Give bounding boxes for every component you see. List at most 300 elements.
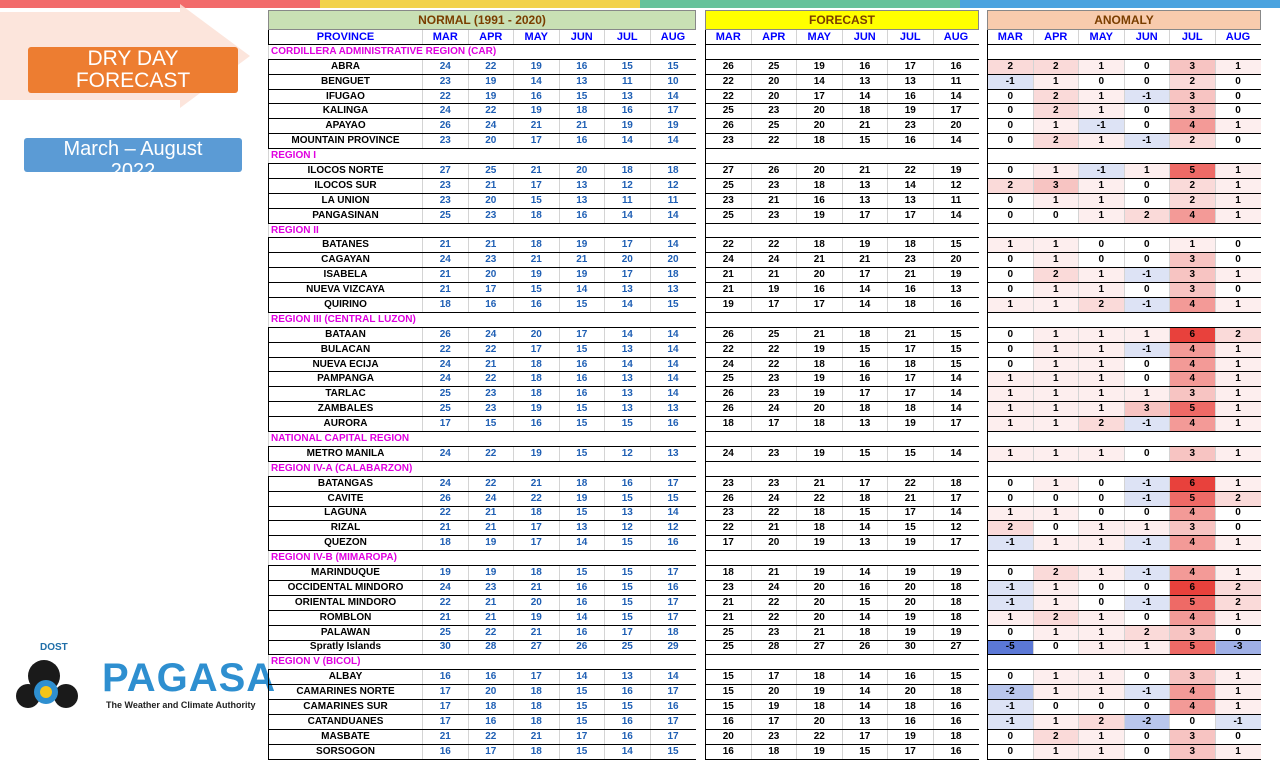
normal-value: 21 — [468, 595, 514, 610]
logo-tagline: The Weather and Climate Authority — [106, 700, 256, 710]
forecast-value: 22 — [751, 595, 797, 610]
anomaly-value: -1 — [1124, 89, 1170, 104]
province-row — [269, 506, 1261, 521]
forecast-value: 14 — [842, 670, 888, 685]
province-row — [269, 417, 1261, 432]
region-header-row — [269, 461, 1261, 476]
forecast-value: 20 — [797, 164, 843, 179]
normal-value: 21 — [468, 178, 514, 193]
forecast-value: 19 — [706, 298, 752, 313]
column-gap — [979, 744, 988, 759]
anomaly-value: 5 — [1170, 164, 1216, 179]
anomaly-value: 1 — [1215, 372, 1261, 387]
anomaly-value: 1 — [1215, 402, 1261, 417]
column-gap — [696, 506, 706, 521]
forecast-value: 16 — [888, 89, 934, 104]
forecast-value: 16 — [888, 134, 934, 149]
anomaly-value: 3 — [1170, 104, 1216, 119]
forecast-value: 19 — [842, 238, 888, 253]
anomaly-value: 1 — [1215, 178, 1261, 193]
region-name: NATIONAL CAPITAL REGION — [269, 432, 696, 447]
normal-value: 16 — [559, 580, 605, 595]
forecast-month-header: JUL — [888, 30, 934, 45]
forecast-value: 15 — [933, 670, 979, 685]
province-row — [269, 729, 1261, 744]
column-gap — [696, 178, 706, 193]
normal-value: 26 — [423, 491, 469, 506]
region-name: REGION II — [269, 223, 696, 238]
column-gap — [696, 164, 706, 179]
anomaly-value: 1 — [1033, 714, 1079, 729]
forecast-value: 16 — [888, 670, 934, 685]
normal-value: 19 — [514, 610, 560, 625]
forecast-value: 18 — [842, 327, 888, 342]
normal-value: 23 — [423, 74, 469, 89]
province-name: OCCIDENTAL MINDORO — [269, 580, 423, 595]
column-gap — [696, 298, 706, 313]
forecast-value: 23 — [751, 446, 797, 461]
normal-value: 18 — [423, 298, 469, 313]
anomaly-value: 1 — [1033, 357, 1079, 372]
forecast-value: 13 — [842, 536, 888, 551]
normal-value: 15 — [605, 610, 651, 625]
anomaly-value: 1 — [988, 387, 1034, 402]
province-row — [269, 476, 1261, 491]
anomaly-value: 1 — [988, 372, 1034, 387]
column-gap — [979, 566, 988, 581]
anomaly-value: 1 — [1079, 268, 1125, 283]
forecast-value: 18 — [797, 670, 843, 685]
forecast-value: 17 — [888, 506, 934, 521]
normal-value: 11 — [650, 193, 696, 208]
province-name: ILOCOS SUR — [269, 178, 423, 193]
forecast-value: 25 — [751, 327, 797, 342]
column-gap — [696, 491, 706, 506]
forecast-value: 19 — [888, 610, 934, 625]
forecast-value: 23 — [751, 729, 797, 744]
anomaly-value: 1 — [1215, 357, 1261, 372]
forecast-value: 24 — [751, 253, 797, 268]
region-header-row — [269, 551, 1261, 566]
forecast-value: 27 — [797, 640, 843, 655]
anomaly-month-header: MAY — [1079, 30, 1125, 45]
anomaly-value: 0 — [988, 164, 1034, 179]
province-row — [269, 178, 1261, 193]
normal-value: 13 — [650, 283, 696, 298]
anomaly-value: 0 — [1033, 640, 1079, 655]
normal-value: 14 — [650, 387, 696, 402]
forecast-value: 14 — [842, 283, 888, 298]
anomaly-value: 0 — [1215, 521, 1261, 536]
province-name: LAGUNA — [269, 506, 423, 521]
normal-value: 22 — [423, 89, 469, 104]
forecast-value: 26 — [706, 491, 752, 506]
anomaly-value: 3 — [1124, 402, 1170, 417]
anomaly-value: 3 — [1170, 744, 1216, 759]
forecast-value: 19 — [797, 342, 843, 357]
anomaly-value: 0 — [988, 625, 1034, 640]
province-name: AURORA — [269, 417, 423, 432]
forecast-value: 23 — [706, 580, 752, 595]
column-gap — [979, 387, 988, 402]
anomaly-value: 0 — [1215, 506, 1261, 521]
forecast-value: 17 — [888, 387, 934, 402]
province-name: ZAMBALES — [269, 402, 423, 417]
normal-value: 22 — [468, 104, 514, 119]
normal-value: 15 — [650, 298, 696, 313]
column-gap — [979, 655, 988, 670]
province-row — [269, 357, 1261, 372]
region-row-fill — [706, 312, 979, 327]
forecast-value: 26 — [706, 59, 752, 74]
column-gap — [979, 134, 988, 149]
normal-value: 16 — [559, 387, 605, 402]
anomaly-value: 0 — [1079, 506, 1125, 521]
anomaly-value: 0 — [1124, 610, 1170, 625]
column-gap — [979, 446, 988, 461]
normal-value: 18 — [514, 566, 560, 581]
anomaly-value: 0 — [1124, 729, 1170, 744]
normal-value: 14 — [514, 74, 560, 89]
normal-value: 14 — [605, 327, 651, 342]
anomaly-value: 0 — [988, 134, 1034, 149]
anomaly-value: 0 — [988, 208, 1034, 223]
forecast-value: 19 — [797, 59, 843, 74]
forecast-value: 17 — [842, 476, 888, 491]
forecast-value: 17 — [842, 208, 888, 223]
forecast-value: 19 — [933, 164, 979, 179]
anomaly-value: 1 — [1079, 640, 1125, 655]
forecast-value: 18 — [933, 610, 979, 625]
anomaly-value: -1 — [988, 74, 1034, 89]
normal-value: 15 — [605, 566, 651, 581]
anomaly-value: 1 — [1079, 327, 1125, 342]
normal-month-header: MAY — [514, 30, 560, 45]
normal-value: 17 — [423, 685, 469, 700]
forecast-value: 18 — [933, 476, 979, 491]
anomaly-value: 0 — [1215, 729, 1261, 744]
forecast-value: 25 — [706, 208, 752, 223]
anomaly-value: 0 — [1215, 104, 1261, 119]
normal-value: 17 — [423, 417, 469, 432]
anomaly-value: 1 — [988, 417, 1034, 432]
region-name: REGION IV-A (CALABARZON) — [269, 461, 696, 476]
logo-org: DOST — [40, 642, 68, 653]
province-row — [269, 402, 1261, 417]
province-row — [269, 164, 1261, 179]
normal-value: 18 — [468, 700, 514, 715]
forecast-value: 25 — [706, 104, 752, 119]
normal-value: 17 — [650, 104, 696, 119]
province-name: RIZAL — [269, 521, 423, 536]
anomaly-value: 1 — [1079, 104, 1125, 119]
forecast-value: 13 — [842, 417, 888, 432]
anomaly-value: 1 — [1215, 342, 1261, 357]
forecast-value: 17 — [842, 729, 888, 744]
province-name: CAMARINES NORTE — [269, 685, 423, 700]
anomaly-value: 0 — [1170, 714, 1216, 729]
normal-value: 14 — [650, 342, 696, 357]
forecast-value: 15 — [842, 446, 888, 461]
forecast-value: 14 — [842, 566, 888, 581]
normal-value: 23 — [423, 134, 469, 149]
anomaly-value: 1 — [1124, 521, 1170, 536]
column-gap — [696, 89, 706, 104]
province-row — [269, 372, 1261, 387]
forecast-value: 22 — [888, 476, 934, 491]
normal-value: 14 — [650, 208, 696, 223]
province-row — [269, 700, 1261, 715]
title-box: DRY DAY FORECAST — [28, 47, 238, 93]
column-gap — [979, 104, 988, 119]
forecast-value: 16 — [706, 714, 752, 729]
province-name: ORIENTAL MINDORO — [269, 595, 423, 610]
forecast-value: 21 — [751, 521, 797, 536]
normal-value: 15 — [559, 402, 605, 417]
normal-month-header: JUL — [605, 30, 651, 45]
anomaly-value: 0 — [988, 729, 1034, 744]
anomaly-value: 0 — [1033, 521, 1079, 536]
normal-value: 15 — [605, 536, 651, 551]
normal-value: 19 — [514, 446, 560, 461]
anomaly-value: 0 — [1079, 253, 1125, 268]
anomaly-value: 4 — [1170, 536, 1216, 551]
forecast-value: 22 — [706, 342, 752, 357]
normal-value: 23 — [468, 402, 514, 417]
forecast-value: 14 — [842, 610, 888, 625]
anomaly-value: 4 — [1170, 566, 1216, 581]
normal-value: 17 — [605, 625, 651, 640]
anomaly-value: -1 — [988, 536, 1034, 551]
anomaly-value: 2 — [1215, 580, 1261, 595]
normal-value: 22 — [468, 372, 514, 387]
column-gap — [696, 327, 706, 342]
province-name: APAYAO — [269, 119, 423, 134]
column-gap — [696, 59, 706, 74]
anomaly-value: 4 — [1170, 342, 1216, 357]
normal-value: 17 — [650, 610, 696, 625]
normal-value: 13 — [605, 372, 651, 387]
anomaly-value: 0 — [988, 566, 1034, 581]
anomaly-value: 5 — [1170, 640, 1216, 655]
normal-value: 21 — [423, 283, 469, 298]
forecast-value: 18 — [933, 685, 979, 700]
anomaly-value: 0 — [1079, 491, 1125, 506]
anomaly-value: 3 — [1033, 178, 1079, 193]
normal-value: 19 — [468, 89, 514, 104]
province-row — [269, 610, 1261, 625]
normal-value: 17 — [605, 268, 651, 283]
anomaly-value: 4 — [1170, 372, 1216, 387]
forecast-value: 20 — [706, 729, 752, 744]
normal-value: 19 — [423, 566, 469, 581]
province-row — [269, 536, 1261, 551]
province-row — [269, 566, 1261, 581]
normal-value: 13 — [605, 670, 651, 685]
region-name: REGION V (BICOL) — [269, 655, 696, 670]
anomaly-value: -5 — [988, 640, 1034, 655]
anomaly-value: 1 — [1079, 372, 1125, 387]
forecast-value: 15 — [933, 357, 979, 372]
forecast-value: 18 — [888, 238, 934, 253]
forecast-value: 20 — [933, 119, 979, 134]
province-name: MOUNTAIN PROVINCE — [269, 134, 423, 149]
anomaly-value: 0 — [1124, 178, 1170, 193]
forecast-value: 22 — [751, 238, 797, 253]
province-header: PROVINCE — [269, 30, 423, 45]
normal-value: 16 — [559, 625, 605, 640]
forecast-value: 21 — [797, 327, 843, 342]
forecast-value: 19 — [797, 685, 843, 700]
normal-value: 15 — [559, 700, 605, 715]
column-gap — [696, 238, 706, 253]
normal-value: 23 — [468, 253, 514, 268]
province-name: PALAWAN — [269, 625, 423, 640]
forecast-value: 24 — [706, 253, 752, 268]
forecast-value: 18 — [888, 357, 934, 372]
anomaly-value: 1 — [1033, 625, 1079, 640]
forecast-value: 16 — [933, 298, 979, 313]
forecast-value: 23 — [888, 253, 934, 268]
column-gap — [696, 714, 706, 729]
normal-value: 24 — [423, 446, 469, 461]
normal-value: 29 — [650, 640, 696, 655]
forecast-value: 26 — [706, 402, 752, 417]
normal-value: 22 — [468, 729, 514, 744]
province-name: SORSOGON — [269, 744, 423, 759]
province-row — [269, 670, 1261, 685]
normal-value: 15 — [605, 417, 651, 432]
forecast-value: 20 — [797, 119, 843, 134]
anomaly-value: 2 — [1079, 417, 1125, 432]
column-gap — [696, 30, 706, 45]
forecast-value: 13 — [842, 714, 888, 729]
anomaly-value: 2 — [1079, 298, 1125, 313]
forecast-value: 19 — [797, 536, 843, 551]
anomaly-value: 0 — [1124, 446, 1170, 461]
dry-day-table — [268, 10, 1261, 760]
normal-value: 12 — [650, 521, 696, 536]
forecast-value: 22 — [751, 357, 797, 372]
normal-value: 16 — [468, 298, 514, 313]
normal-value: 14 — [559, 536, 605, 551]
column-gap — [979, 685, 988, 700]
region-row-fill — [706, 551, 979, 566]
forecast-value: 11 — [933, 74, 979, 89]
normal-value: 16 — [650, 536, 696, 551]
forecast-value: 18 — [797, 238, 843, 253]
normal-value: 17 — [650, 714, 696, 729]
anomaly-value: 0 — [1215, 253, 1261, 268]
normal-value: 12 — [650, 178, 696, 193]
forecast-value: 18 — [797, 506, 843, 521]
column-gap — [696, 104, 706, 119]
region-name: REGION IV-B (MIMAROPA) — [269, 551, 696, 566]
anomaly-value: 0 — [1124, 74, 1170, 89]
province-row — [269, 238, 1261, 253]
region-row-fill — [706, 223, 979, 238]
anomaly-value: 3 — [1170, 59, 1216, 74]
anomaly-value: 2 — [1170, 74, 1216, 89]
normal-value: 20 — [468, 685, 514, 700]
column-gap — [979, 402, 988, 417]
anomaly-value: 1 — [1033, 506, 1079, 521]
normal-value: 17 — [559, 327, 605, 342]
normal-value: 21 — [423, 610, 469, 625]
anomaly-value: 0 — [1124, 372, 1170, 387]
normal-value: 25 — [423, 402, 469, 417]
forecast-value: 21 — [706, 610, 752, 625]
forecast-value: 13 — [888, 74, 934, 89]
forecast-value: 21 — [842, 253, 888, 268]
province-name: IFUGAO — [269, 89, 423, 104]
normal-value: 13 — [559, 178, 605, 193]
column-gap — [979, 417, 988, 432]
anomaly-value: 1 — [1215, 119, 1261, 134]
province-name: LA UNION — [269, 193, 423, 208]
column-gap — [979, 283, 988, 298]
normal-value: 18 — [650, 164, 696, 179]
forecast-value: 23 — [751, 208, 797, 223]
normal-value: 20 — [650, 253, 696, 268]
normal-value: 25 — [468, 164, 514, 179]
normal-value: 22 — [468, 59, 514, 74]
forecast-value: 24 — [706, 357, 752, 372]
province-row — [269, 744, 1261, 759]
anomaly-value: 2 — [1079, 714, 1125, 729]
normal-value: 19 — [468, 566, 514, 581]
forecast-value: 16 — [933, 59, 979, 74]
anomaly-value: 0 — [1079, 700, 1125, 715]
anomaly-value: 2 — [1033, 566, 1079, 581]
anomaly-value: 1 — [1033, 164, 1079, 179]
forecast-value: 22 — [706, 74, 752, 89]
normal-value: 18 — [514, 685, 560, 700]
province-name: CAMARINES SUR — [269, 700, 423, 715]
normal-value: 13 — [559, 74, 605, 89]
normal-value: 16 — [605, 104, 651, 119]
forecast-value: 17 — [797, 298, 843, 313]
province-name: QUEZON — [269, 536, 423, 551]
column-gap — [979, 208, 988, 223]
forecast-value: 24 — [751, 402, 797, 417]
normal-value: 16 — [650, 417, 696, 432]
column-gap — [696, 551, 706, 566]
normal-value: 15 — [650, 744, 696, 759]
normal-value: 27 — [423, 164, 469, 179]
anomaly-value: 1 — [1215, 566, 1261, 581]
normal-value: 15 — [559, 566, 605, 581]
forecast-value: 28 — [751, 640, 797, 655]
normal-value: 12 — [605, 521, 651, 536]
province-name: ABRA — [269, 59, 423, 74]
anomaly-value: 1 — [1079, 134, 1125, 149]
anomaly-value: 2 — [1170, 178, 1216, 193]
anomaly-value: 0 — [988, 744, 1034, 759]
anomaly-value: 1 — [1079, 178, 1125, 193]
region-name: CORDILLERA ADMINISTRATIVE REGION (CAR) — [269, 44, 696, 59]
forecast-value: 22 — [706, 89, 752, 104]
normal-value: 20 — [559, 164, 605, 179]
forecast-value: 21 — [706, 595, 752, 610]
forecast-value: 23 — [751, 104, 797, 119]
forecast-value: 22 — [706, 521, 752, 536]
anomaly-value: 1 — [1079, 625, 1125, 640]
column-gap — [979, 506, 988, 521]
column-gap — [696, 387, 706, 402]
anomaly-value: -1 — [1124, 491, 1170, 506]
province-name: ILOCOS NORTE — [269, 164, 423, 179]
